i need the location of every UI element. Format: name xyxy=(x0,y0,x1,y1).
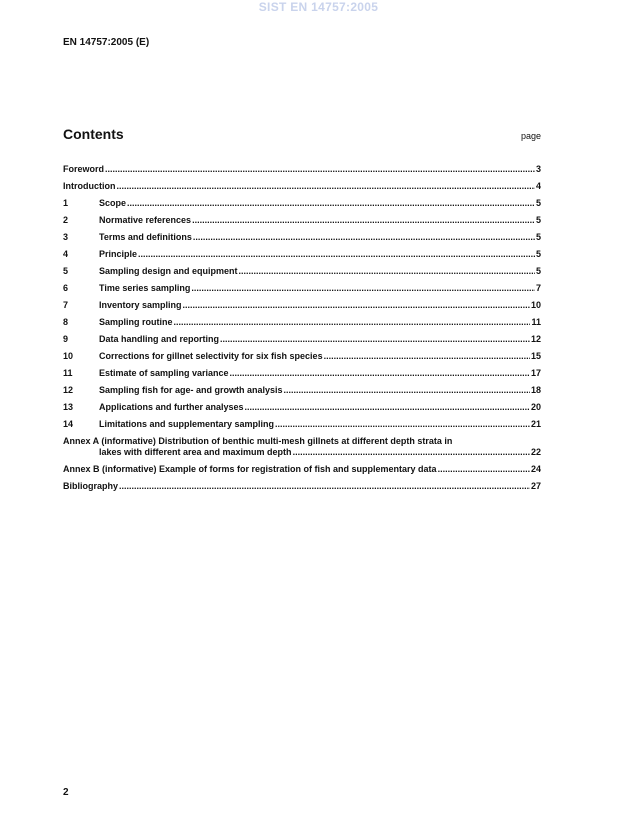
toc-entry[interactable] xyxy=(63,385,541,402)
toc-number: 4 xyxy=(63,249,69,259)
toc-title: Limitations and supplementary sampling xyxy=(99,419,275,429)
toc-page: 21 xyxy=(530,419,541,429)
toc-entry[interactable] xyxy=(63,334,541,351)
dot-leader xyxy=(239,266,535,277)
toc-number: 8 xyxy=(63,317,69,327)
toc-page: 11 xyxy=(531,317,541,327)
dot-leader xyxy=(193,232,535,243)
dot-leader xyxy=(230,368,530,379)
toc-title-continued: lakes with different area and maximum depth xyxy=(99,447,292,457)
toc-page: 3 xyxy=(535,164,541,174)
dot-leader xyxy=(127,198,535,209)
toc-title: Inventory sampling xyxy=(99,300,182,310)
toc-number: 3 xyxy=(63,232,69,242)
dot-leader xyxy=(245,402,530,413)
toc-entry[interactable] xyxy=(63,351,541,368)
dot-leader xyxy=(192,215,535,226)
toc-title: Sampling design and equipment xyxy=(99,266,238,276)
toc-entry[interactable] xyxy=(63,300,541,317)
toc-number: 13 xyxy=(63,402,74,412)
dot-leader xyxy=(284,385,530,396)
toc-entry-annex-b[interactable] xyxy=(63,464,541,481)
toc-title: Introduction xyxy=(63,181,116,191)
toc-title: Normative references xyxy=(99,215,192,225)
dot-leader xyxy=(174,317,531,328)
toc-page: 5 xyxy=(535,249,541,259)
page-number: 2 xyxy=(63,787,69,798)
toc-title: Sampling fish for age- and growth analysis xyxy=(99,385,283,395)
table-of-contents xyxy=(63,164,541,498)
toc-entry[interactable] xyxy=(63,419,541,436)
dot-leader xyxy=(191,283,535,294)
dot-leader xyxy=(183,300,530,311)
toc-number: 1 xyxy=(63,198,69,208)
toc-title: Scope xyxy=(99,198,127,208)
toc-entry-bibliography[interactable] xyxy=(63,481,541,498)
dot-leader xyxy=(117,181,535,192)
dot-leader xyxy=(275,419,530,430)
toc-number: 14 xyxy=(63,419,74,429)
toc-title: Annex A (informative) Distribution of benthic multi-mesh gillnets at different depth strata in xyxy=(63,436,453,446)
toc-page: 12 xyxy=(530,334,541,344)
toc-entry[interactable] xyxy=(63,215,541,232)
toc-page: 20 xyxy=(530,402,541,412)
toc-number: 6 xyxy=(63,283,69,293)
dot-leader xyxy=(105,164,535,175)
toc-page: 15 xyxy=(530,351,541,361)
toc-number: 12 xyxy=(63,385,74,395)
toc-title: Terms and definitions xyxy=(99,232,192,242)
toc-entry[interactable] xyxy=(63,266,541,283)
toc-entry[interactable] xyxy=(63,402,541,419)
toc-title: Data handling and reporting xyxy=(99,334,220,344)
toc-title: Applications and further analyses xyxy=(99,402,244,412)
toc-page: 7 xyxy=(535,283,541,293)
dot-leader xyxy=(119,481,530,492)
dot-leader xyxy=(293,447,530,458)
dot-leader xyxy=(220,334,530,345)
toc-title: Corrections for gillnet selectivity for six fish species xyxy=(99,351,323,361)
toc-page: 5 xyxy=(535,198,541,208)
toc-entry-introduction[interactable] xyxy=(63,181,541,198)
contents-heading: Contents xyxy=(63,126,124,142)
toc-entry[interactable] xyxy=(63,232,541,249)
toc-number: 2 xyxy=(63,215,69,225)
toc-entry-foreword[interactable] xyxy=(63,164,541,181)
toc-page: 17 xyxy=(530,368,541,378)
toc-entry[interactable] xyxy=(63,198,541,215)
dot-leader xyxy=(324,351,530,362)
toc-page: 10 xyxy=(530,300,541,310)
toc-title: Estimate of sampling variance xyxy=(99,368,229,378)
toc-page: 27 xyxy=(530,481,541,491)
watermark: SIST EN 14757:2005 xyxy=(258,0,379,14)
dot-leader xyxy=(438,464,530,475)
toc-entry-annex-a[interactable] xyxy=(63,436,541,458)
toc-entry[interactable] xyxy=(63,249,541,266)
toc-number: 10 xyxy=(63,351,74,361)
toc-number: 11 xyxy=(63,368,73,378)
toc-title: Principle xyxy=(99,249,138,259)
toc-page: 18 xyxy=(530,385,541,395)
toc-title: Time series sampling xyxy=(99,283,191,293)
dot-leader xyxy=(138,249,535,260)
page-column-label: page xyxy=(520,131,541,141)
document-id: EN 14757:2005 (E) xyxy=(63,37,150,48)
toc-entry[interactable] xyxy=(63,368,541,385)
toc-title: Foreword xyxy=(63,164,105,174)
toc-number: 7 xyxy=(63,300,69,310)
toc-entry[interactable] xyxy=(63,283,541,300)
toc-page: 5 xyxy=(535,266,541,276)
toc-number: 5 xyxy=(63,266,69,276)
toc-page: 24 xyxy=(530,464,541,474)
toc-number: 9 xyxy=(63,334,69,344)
toc-page: 22 xyxy=(530,447,541,457)
toc-title: Sampling routine xyxy=(99,317,173,327)
toc-title: Annex B (informative) Example of forms for registration of fish and supplementary data xyxy=(63,464,437,474)
toc-title: Bibliography xyxy=(63,481,119,491)
toc-page: 5 xyxy=(535,215,541,225)
toc-page: 5 xyxy=(535,232,541,242)
toc-entry[interactable] xyxy=(63,317,541,334)
toc-page: 4 xyxy=(535,181,541,191)
